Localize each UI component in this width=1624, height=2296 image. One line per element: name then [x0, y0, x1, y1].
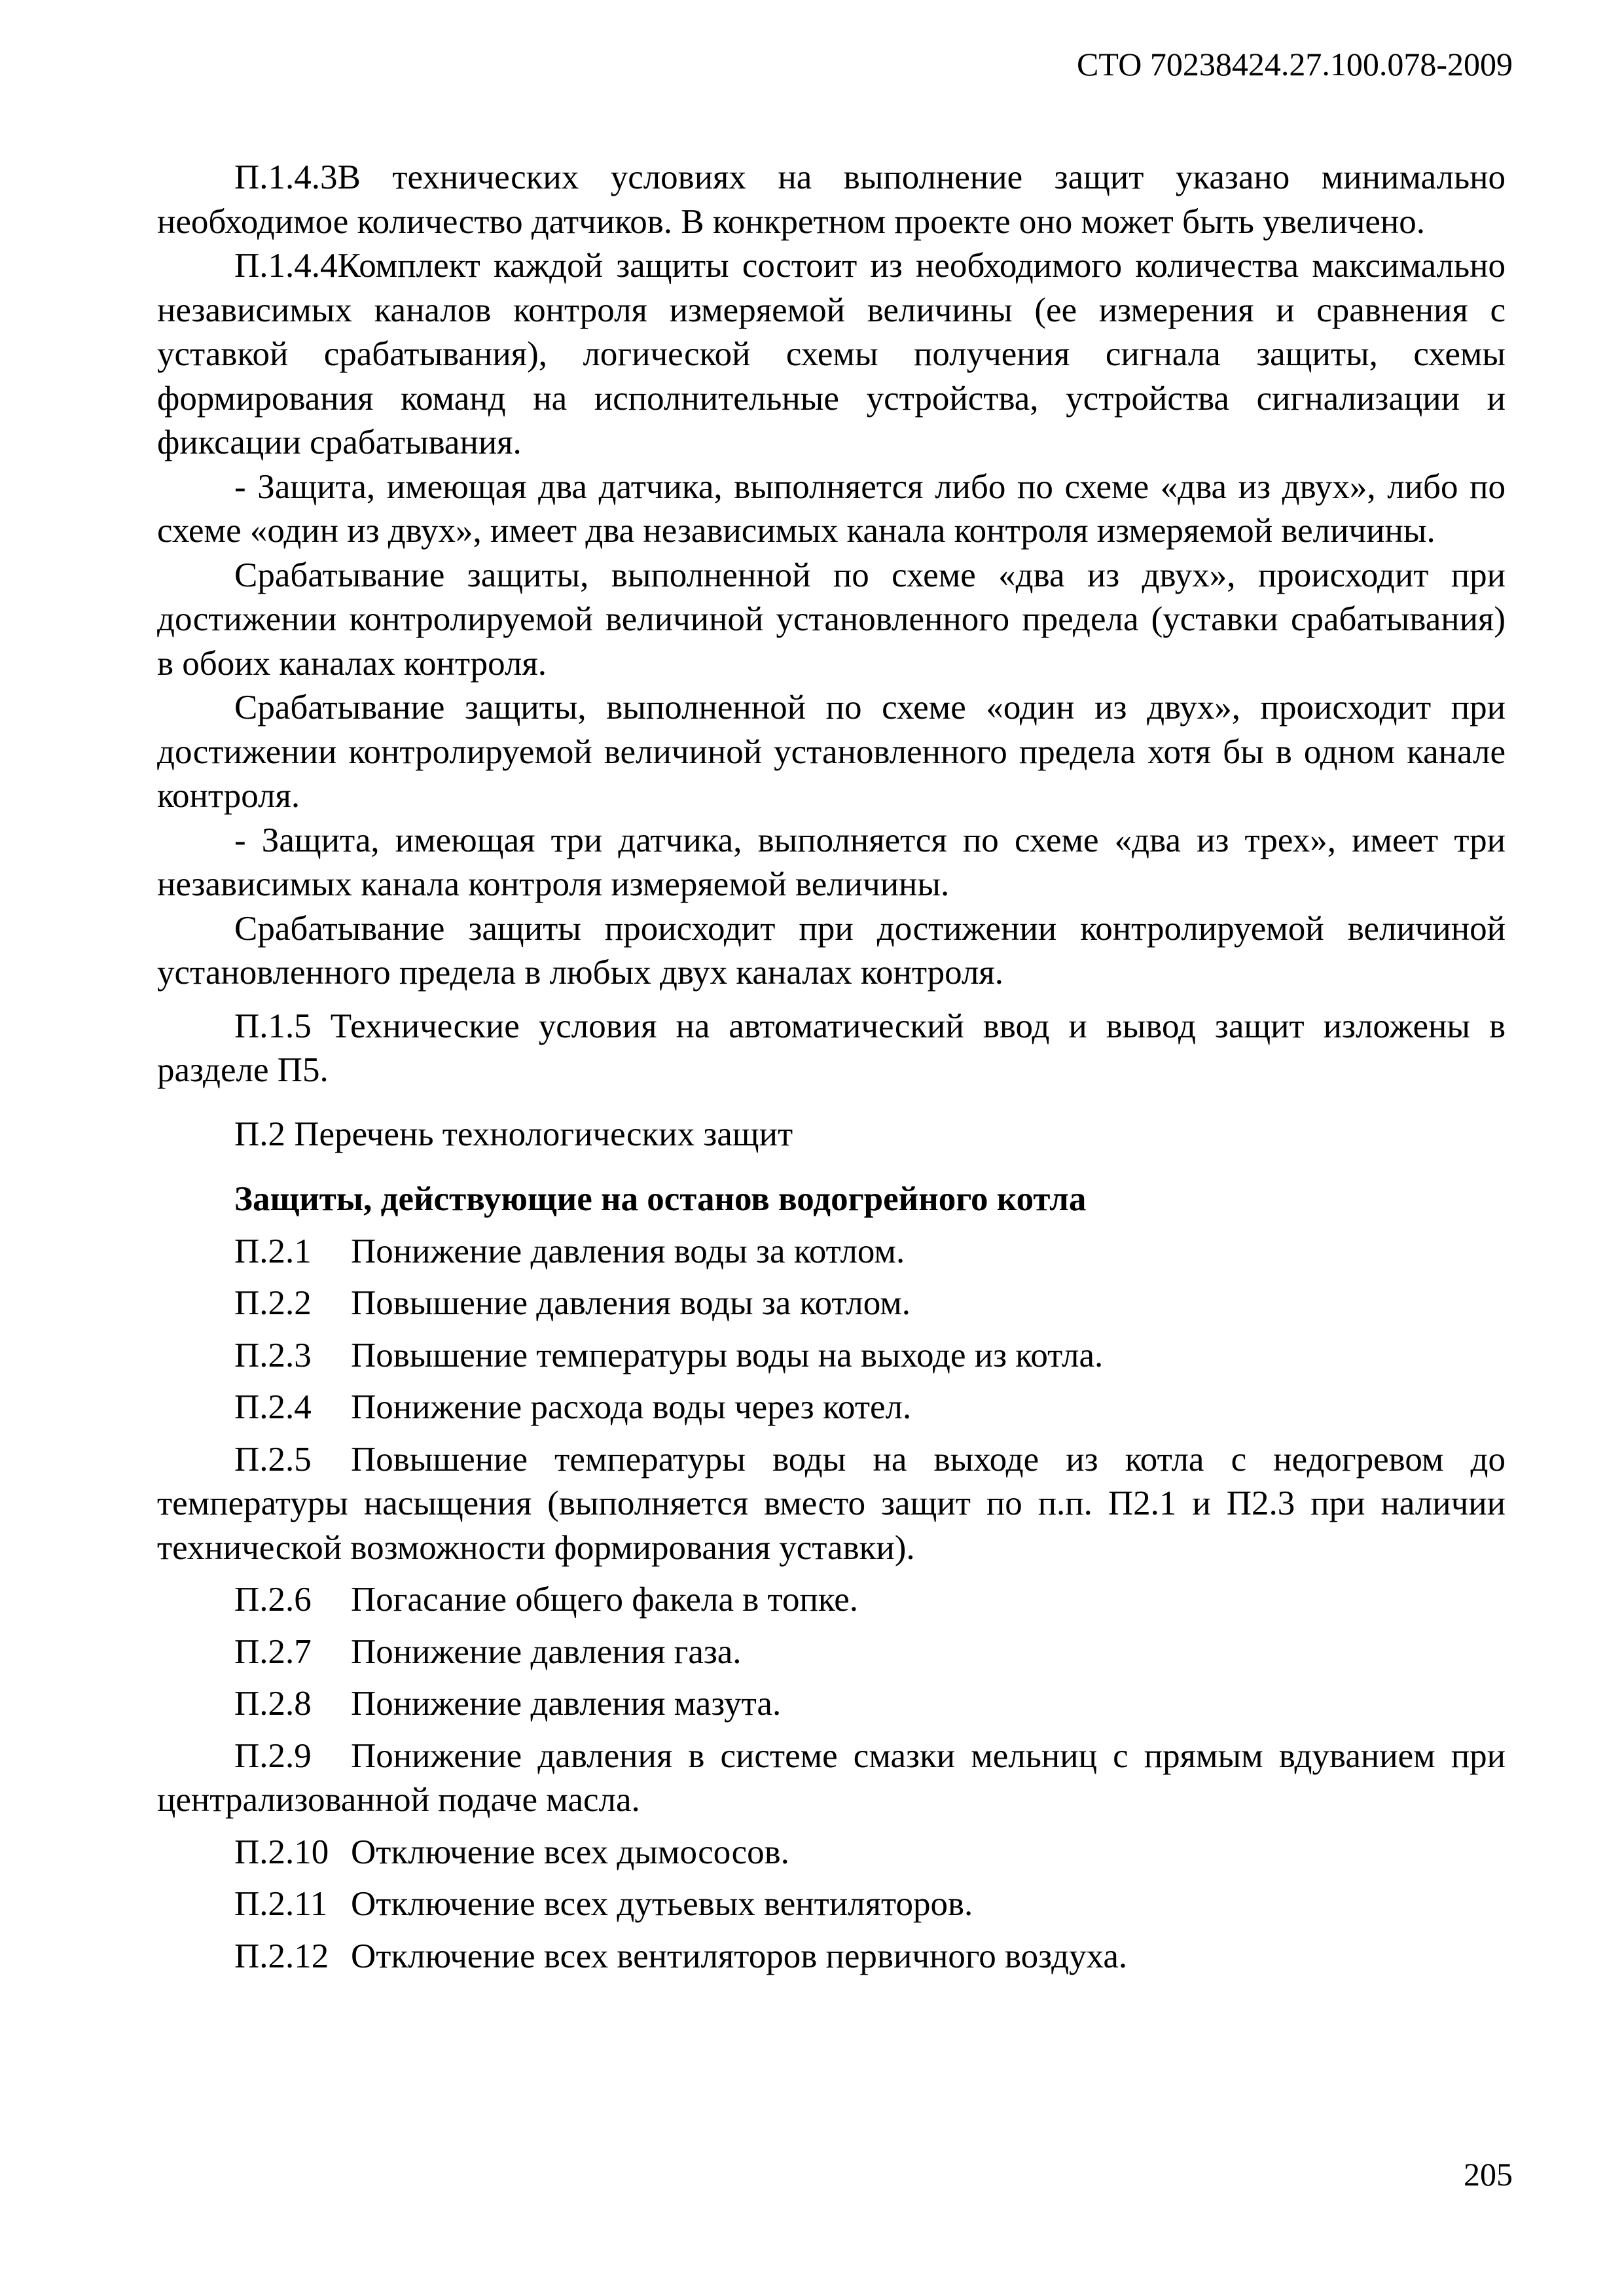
item-number: П.2.5 [234, 1440, 312, 1479]
list-item [157, 1578, 1506, 1623]
list-item [157, 1935, 1506, 1979]
section-heading: Защиты, действующие на останов водогрейного котла [234, 1180, 1087, 1218]
item-text: Отключение всех дымососов. [351, 1833, 789, 1871]
list-item [157, 1282, 1506, 1326]
list-item [157, 1630, 1506, 1675]
item-number: П.2.4 [234, 1388, 312, 1426]
item-number: П.2.11 [234, 1885, 328, 1923]
paragraph-1-5: П.1.5 Технические условия на автоматический ввод и вывод защит изложены в разделе П5. [157, 1007, 1506, 1089]
list-item [157, 1734, 1506, 1823]
item-text: Понижение давления мазута. [351, 1685, 782, 1723]
paragraph-two-of-three: Срабатывание защиты происходит при достижении контролируемой величиной установленного предела в любых двух каналах контроля. [157, 909, 1506, 992]
item-text: Погасание общего факела в топке. [351, 1581, 859, 1619]
list-item [157, 1386, 1506, 1430]
item-number: П.2.12 [234, 1937, 329, 1975]
item-text: Отключение всех дутьевых вентиляторов. [351, 1885, 973, 1923]
item-number: П.2.7 [234, 1632, 312, 1671]
list-item [157, 1334, 1506, 1378]
document-code-header: СТО 70238424.27.100.078-2009 [1077, 46, 1513, 82]
item-text: Повышение температуры воды на выходе из котла. [351, 1336, 1104, 1374]
item-number: П.2.6 [234, 1581, 312, 1619]
item-text: Понижение давления газа. [351, 1632, 742, 1671]
paragraph-1-4-4: П.1.4.4Комплект каждой защиты состоит из необходимого количества максимально независимых каналов контроля измеряемой величины (ее измерения и сравнения с уставкой срабатывания), логической схемы получения сигнала защиты, схемы формирования команд на исполнительные устройства, устройства сигнализации и фиксации срабатывания. [157, 247, 1506, 461]
item-number: П.2.8 [234, 1685, 312, 1723]
item-text: Понижение расхода воды через котел. [351, 1388, 912, 1426]
item-text: Понижение давления воды за котлом. [351, 1232, 905, 1270]
document-body [157, 156, 1506, 1979]
list-item [157, 1831, 1506, 1875]
item-text: Понижение давления в системе смазки мельниц с прямым вдуванием при централизованной подаче масла. [157, 1736, 1506, 1819]
list-item [157, 1882, 1506, 1927]
item-text: Отключение всех вентиляторов первичного воздуха. [351, 1937, 1128, 1975]
paragraph-one-of-two: Срабатывание защиты, выполненной по схеме «один из двух», происходит при достижении контролируемой величиной установленного предела хотя бы в одном канале контроля. [157, 689, 1506, 815]
paragraph-two-of-two: Срабатывание защиты, выполненной по схеме «два из двух», происходит при достижении контролируемой величиной установленного предела (уставки срабатывания) в обоих каналах контроля. [157, 556, 1506, 683]
item-number: П.2.10 [234, 1833, 329, 1871]
list-item [157, 1438, 1506, 1571]
paragraph-1-4-3: П.1.4.3В технических условиях на выполнение защит указано минимально необходимое количество датчиков. В конкретном проекте оно может быть увеличено. [157, 158, 1506, 241]
page-number: 205 [1464, 2156, 1513, 2193]
item-number: П.2.1 [234, 1232, 312, 1270]
item-number: П.2.2 [234, 1284, 312, 1322]
list-item [157, 1682, 1506, 1727]
item-text: Повышение давления воды за котлом. [351, 1284, 911, 1322]
list-item [157, 1230, 1506, 1274]
section-2-title: П.2 Перечень технологических защит [234, 1115, 793, 1153]
item-text: Повышение температуры воды на выходе из котла с недогревом до температуры насыщения (выполняется вместо защит по п.п. П2.1 и П2.3 при наличии технической возможности формирования уставки). [157, 1440, 1506, 1567]
item-number: П.2.9 [234, 1736, 312, 1775]
paragraph-two-sensors: - Защита, имеющая два датчика, выполняется либо по схеме «два из двух», либо по схеме «один из двух», имеет два независимых канала контроля измеряемой величины. [157, 467, 1506, 550]
item-number: П.2.3 [234, 1336, 312, 1374]
paragraph-three-sensors: - Защита, имеющая три датчика, выполняется по схеме «два из трех», имеет три независимых канала контроля измеряемой величины. [157, 821, 1506, 903]
